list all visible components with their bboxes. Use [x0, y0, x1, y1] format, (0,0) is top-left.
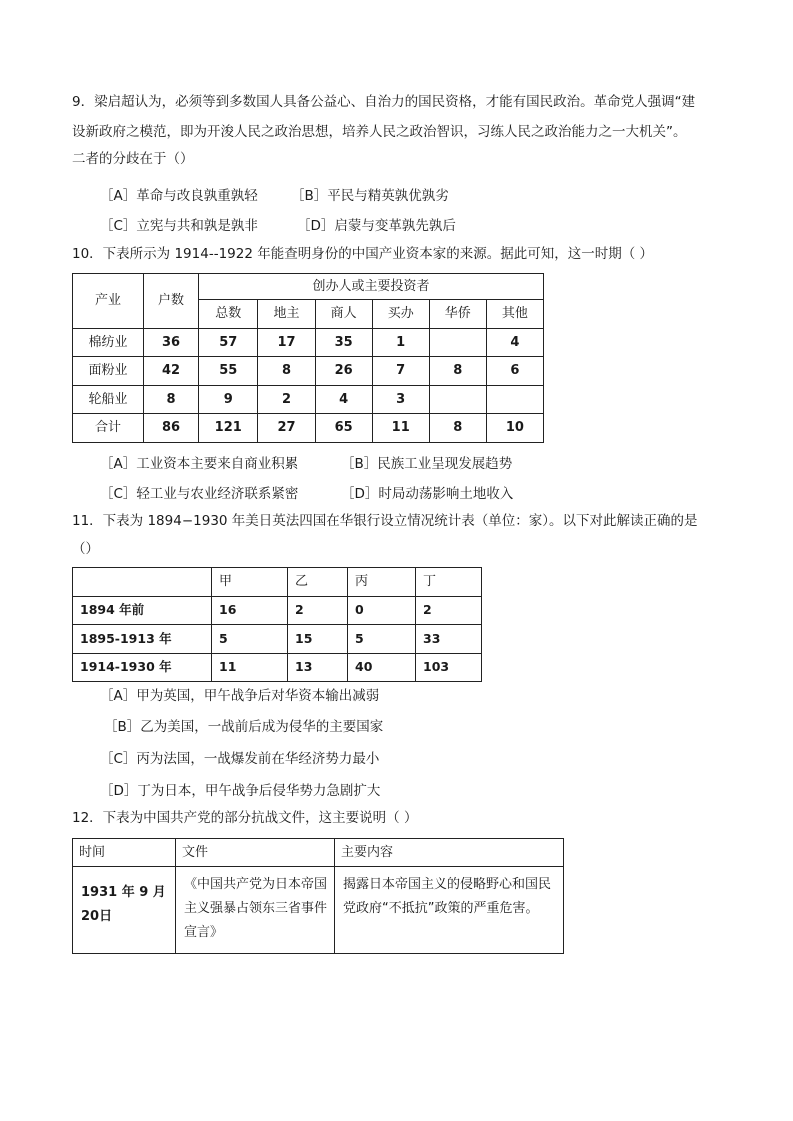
table-cell: 4	[486, 328, 543, 357]
table-cell: 丙	[348, 568, 416, 597]
table-cell: 17	[258, 328, 315, 357]
table-cell: 1	[372, 328, 429, 357]
table-cell: 5	[348, 625, 416, 654]
table-cell: 121	[199, 414, 258, 443]
q12-table	[72, 838, 564, 954]
table-cell: 丁	[416, 568, 482, 597]
table-cell: 2	[416, 596, 482, 625]
q11-option-c[interactable]: ［C］丙为法国，一战爆发前在华经济势力最小	[100, 751, 380, 767]
table-cell: 86	[144, 414, 199, 443]
q12-document-cell: 《中国共产党为日本帝国主义强暴占领东三省事件宣言》	[184, 877, 328, 940]
q11-table	[72, 567, 482, 682]
table-cell: 1895-1913 年	[73, 625, 212, 654]
table-row	[73, 653, 482, 682]
q11-option-d[interactable]: ［D］丁为日本，甲午战争后侵华势力急剧扩大	[100, 783, 381, 799]
table-row	[73, 414, 544, 443]
q10-option-b[interactable]: ［B］民族工业呈现发展趋势	[341, 456, 513, 472]
table-cell: 11	[372, 414, 429, 443]
q9-stem-line1: 9．梁启超认为，必须等到多数国人具备公益心、自治力的国民资格，才能有国民政治。革命党人强调“建	[72, 94, 696, 110]
table-cell: 1914-1930 年	[73, 653, 212, 682]
q11-option-b[interactable]: ［B］乙为美国，一战前后成为侵华的主要国家	[104, 719, 384, 735]
table-cell: 36	[144, 328, 199, 357]
q9-stem-line2: 设新政府之模范，即为开浚人民之政治思想，培养人民之政治智识，习练人民之政治能力之一大机关”。	[72, 124, 687, 140]
table-cell: 27	[258, 414, 315, 443]
table-cell: 面粉业	[73, 357, 144, 386]
table-cell: 8	[258, 357, 315, 386]
table-row	[73, 625, 482, 654]
q12-header-document: 文件	[176, 839, 335, 867]
table-cell: 合计	[73, 414, 144, 443]
table-cell: 乙	[288, 568, 348, 597]
table-cell	[429, 328, 486, 357]
q10-subheader: 总数	[199, 300, 258, 329]
q9-stem-line3: 二者的分歧在于（）	[72, 151, 194, 167]
table-cell: 4	[315, 385, 372, 414]
q12-stem: 12．下表为中国共产党的部分抗战文件，这主要说明（ ）	[72, 810, 418, 826]
table-cell: 2	[258, 385, 315, 414]
table-row	[73, 357, 544, 386]
q10-table	[72, 273, 544, 443]
table-cell: 轮船业	[73, 385, 144, 414]
q9-option-c[interactable]: ［C］立宪与共和孰是孰非	[100, 218, 258, 234]
table-cell: 13	[288, 653, 348, 682]
table-cell: 8	[429, 414, 486, 443]
q10-option-a[interactable]: ［A］工业资本主要来自商业积累	[100, 456, 299, 472]
table-cell: 8	[429, 357, 486, 386]
q10-header-count: 户数	[144, 274, 199, 329]
table-cell: 1894 年前	[73, 596, 212, 625]
q10-subheader: 买办	[372, 300, 429, 329]
table-cell: 65	[315, 414, 372, 443]
table-cell: 0	[348, 596, 416, 625]
q12-header-time: 时间	[73, 839, 176, 867]
q9-option-d[interactable]: ［D］启蒙与变革孰先孰后	[297, 218, 456, 234]
q9-option-b[interactable]: ［B］平民与精英孰优孰劣	[291, 188, 449, 204]
q11-stem-line1: 11．下表为 1894−1930 年美日英法四国在华银行设立情况统计表（单位：家）。以下对此解读正确的是	[72, 513, 698, 529]
table-cell: 10	[486, 414, 543, 443]
table-cell: 15	[288, 625, 348, 654]
q11-option-a[interactable]: ［A］甲为英国，甲午战争后对华资本输出减弱	[100, 688, 380, 704]
table-cell	[429, 385, 486, 414]
q10-header-industry: 产业	[73, 274, 144, 329]
table-cell	[73, 568, 212, 597]
table-cell: 甲	[212, 568, 288, 597]
table-cell: 35	[315, 328, 372, 357]
table-cell	[486, 385, 543, 414]
table-cell: 26	[315, 357, 372, 386]
table-cell: 6	[486, 357, 543, 386]
table-row	[73, 385, 544, 414]
table-row	[73, 596, 482, 625]
q10-subheader: 华侨	[429, 300, 486, 329]
q12-header-content: 主要内容	[335, 839, 564, 867]
table-row	[73, 568, 482, 597]
q10-stem: 10．下表所示为 1914--1922 年能查明身份的中国产业资本家的来源。据此可知，这一时期（ ）	[72, 246, 654, 262]
table-cell: 103	[416, 653, 482, 682]
q12-time-cell: 1931 年 9 月 20日	[81, 885, 166, 924]
table-cell: 40	[348, 653, 416, 682]
table-cell: 57	[199, 328, 258, 357]
q11-stem-line2: （）	[72, 541, 99, 557]
q10-subheader: 商人	[315, 300, 372, 329]
table-row	[73, 839, 564, 867]
table-row	[73, 328, 544, 357]
table-cell: 9	[199, 385, 258, 414]
q10-header-group: 创办人或主要投资者	[199, 274, 544, 300]
q9-option-a[interactable]: ［A］革命与改良孰重孰轻	[100, 188, 258, 204]
table-cell: 11	[212, 653, 288, 682]
table-cell: 7	[372, 357, 429, 386]
table-cell: 2	[288, 596, 348, 625]
table-cell: 5	[212, 625, 288, 654]
table-row	[73, 867, 564, 954]
q12-content-cell: 揭露日本帝国主义的侵略野心和国民党政府“不抵抗”政策的严重危害。	[343, 877, 552, 916]
q10-subheader: 其他	[486, 300, 543, 329]
table-cell: 16	[212, 596, 288, 625]
table-cell: 42	[144, 357, 199, 386]
q10-subheader: 地主	[258, 300, 315, 329]
table-cell: 8	[144, 385, 199, 414]
table-cell: 55	[199, 357, 258, 386]
table-cell: 3	[372, 385, 429, 414]
table-cell: 棉纺业	[73, 328, 144, 357]
q10-option-c[interactable]: ［C］轻工业与农业经济联系紧密	[100, 486, 299, 502]
q10-option-d[interactable]: ［D］时局动荡影响土地收入	[341, 486, 514, 502]
table-cell: 33	[416, 625, 482, 654]
